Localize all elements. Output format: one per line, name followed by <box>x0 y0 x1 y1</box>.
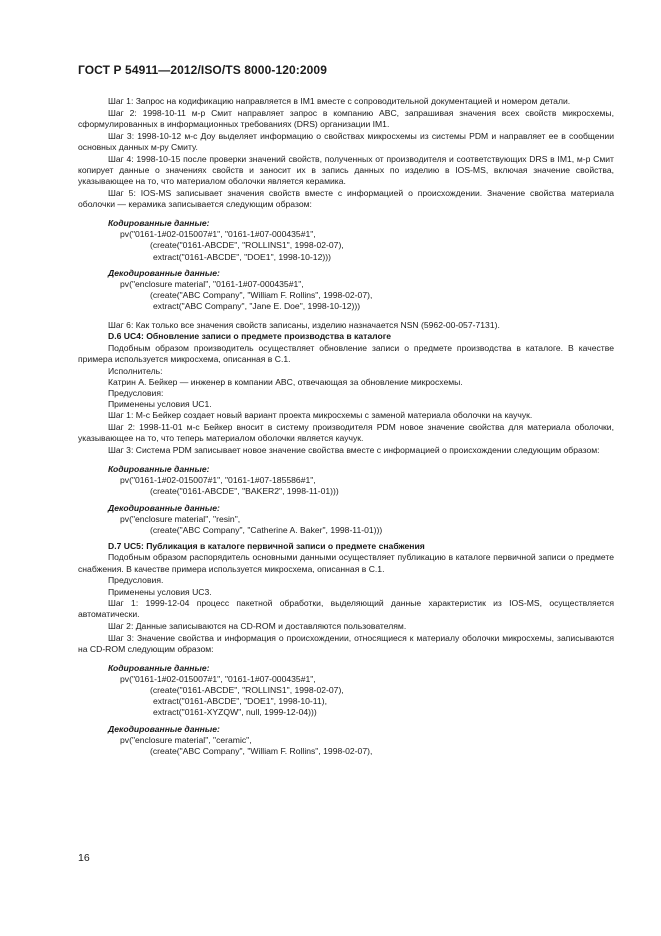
paragraph: Подобным образом производитель осуществляет обновление записи о предмете производства в каталоге. В качестве примера используется микросхема, описанная в С.1. <box>78 342 614 364</box>
paragraph: Шаг 1: Запрос на кодификацию направляется в IM1 вместе с сопроводительной документацией и номером детали. <box>108 96 571 106</box>
code-line: extract("0161-XYZQW", null, 1999-12-04))) <box>153 707 317 718</box>
list-line: Применены условия UC3. <box>108 586 212 597</box>
code-line: pv("0161-1#02-015007#1", "0161-1#07-185586#1", <box>120 475 316 486</box>
code-block <box>78 724 614 758</box>
code-label: Кодированные данные: <box>108 662 210 673</box>
code-label: Декодированные данные: <box>108 723 220 734</box>
list-line: Применены условия UC1. <box>108 399 212 410</box>
paragraph: Шаг 5: IOS-MS записывает значения свойств вместе с информацией о происхождении. Значение свойства материала оболочки — керамика записывается следующим образом: <box>78 188 614 210</box>
page-number: 16 <box>78 852 90 864</box>
code-label: Декодированные данные: <box>108 502 220 513</box>
code-line: pv("enclosure material", "ceramic", <box>120 734 252 745</box>
code-label: Кодированные данные: <box>108 464 210 475</box>
spacer <box>78 457 614 464</box>
code-line: extract("ABC Company", "Jane E. Doe", 1998-10-12))) <box>153 301 361 312</box>
code-line: (create("0161-ABCDE", "ROLLINS1", 1998-02-07), <box>150 240 344 251</box>
code-block <box>78 218 614 263</box>
paragraph: Шаг 4: 1998-10-15 после проверки значений свойств, полученных от производителя и соответствующих DRS в IM1, м-р Смит копирует данные о значениях свойств и заносит их в запись данных по изделию в IOS-MS, включая значение свойства, указывающее на то, что материалом оболочки является керамика. <box>78 153 614 187</box>
list-line: Катрин А. Бейкер — инженер в компании ABC, отвечающая за обновление микросхемы. <box>108 376 463 387</box>
paragraph: Шаг 3: 1998-10-12 м-с Доу выделяет информацию о свойствах микросхемы из системы PDM и направляет ее в сообщении основных данных м-ру Смиту. <box>78 130 614 152</box>
paragraph: Шаг 2: Данные записываются на CD-ROM и доставляются пользователям. <box>108 620 407 631</box>
code-line: pv("enclosure material", "resin", <box>120 513 241 524</box>
paragraph: Шаг 6: Как только все значения свойств записаны, изделию назначается NSN (5962-00-057-7131). <box>108 319 500 330</box>
paragraph: Шаг 1: М-с Бейкер создает новый вариант проекта микросхемы с заменой материала оболочки на каучук. <box>108 410 533 421</box>
code-line: extract("0161-ABCDE", "DOE1", 1998-10-12))) <box>153 251 331 262</box>
code-line: (create("ABC Company", "William F. Rollins", 1998-02-07), <box>150 290 373 301</box>
spacer <box>78 313 614 320</box>
section-heading: D.7 UC5: Публикация в каталоге первичной записи о предмете снабжения <box>108 541 425 552</box>
section-heading: D.6 UC4: Обновление записи о предмете производства в каталоге <box>108 331 392 342</box>
paragraph: Шаг 1: 1999-12-04 процесс пакетной обработки, выделяющий данные характеристик из IOS-MS, осуществляется автоматически. <box>78 597 614 620</box>
code-label: Декодированные данные: <box>108 267 220 278</box>
spacer <box>78 656 614 663</box>
code-line: (create("0161-ABCDE", "BAKER2", 1998-11-01))) <box>150 486 339 497</box>
code-line: extract("0161-ABCDE", "DOE1", 1998-10-11), <box>153 696 327 707</box>
code-block <box>78 503 614 537</box>
paragraph: Шаг 3: Система PDM записывает новое значение свойства вместе с информацией о происхождении следующим образом: <box>108 445 600 456</box>
spacer <box>78 211 614 218</box>
code-line: (create("0161-ABCDE", "ROLLINS1", 1998-02-07), <box>150 685 344 696</box>
code-block <box>78 663 614 719</box>
page-header-title: ГОСТ Р 54911—2012/ISO/TS 8000-120:2009 <box>78 63 327 77</box>
code-line: pv("enclosure material", "0161-1#07-000435#1", <box>120 279 304 290</box>
code-line: pv("0161-1#02-015007#1", "0161-1#07-000435#1", <box>120 673 316 684</box>
code-block <box>78 464 614 498</box>
code-block <box>78 268 614 313</box>
paragraph: Подобным образом распорядитель основными данными осуществляет публикацию в каталоге первичной записи о предмете снабжения. В качестве примера используется микросхема, описанная в С.1. <box>78 552 614 574</box>
paragraph: Шаг 2: 1998-10-11 м-р Смит направляет запрос в компанию ABC, запрашивая значения всех свойств микросхемы, сформулированных в информационных требованиях (DRS) организации IM1. <box>78 107 614 129</box>
code-line: (create("ABC Company", "William F. Rollins", 1998-02-07), <box>150 746 373 757</box>
paragraph: Шаг 2: 1998-11-01 м-с Бейкер вносит в систему производителя PDM новое значение свойства для материала оболочки, указывающее на то, что теперь материалом оболочки является каучук. <box>78 422 614 444</box>
list-line: Предусловия: <box>108 388 164 399</box>
page-body <box>78 96 614 757</box>
code-label: Кодированные данные: <box>108 218 210 228</box>
list-line: Исполнитель: <box>108 365 163 376</box>
list-line: Предусловия. <box>108 575 164 586</box>
code-line: pv("0161-1#02-015007#1", "0161-1#07-000435#1", <box>120 229 316 240</box>
paragraph: Шаг 3: Значение свойства и информация о происхождении, относящиеся к материалу оболочки микросхемы, записываются на CD-ROM следующим образом: <box>78 632 614 654</box>
code-line: (create("ABC Company", "Catherine A. Baker", 1998-11-01))) <box>150 525 383 536</box>
